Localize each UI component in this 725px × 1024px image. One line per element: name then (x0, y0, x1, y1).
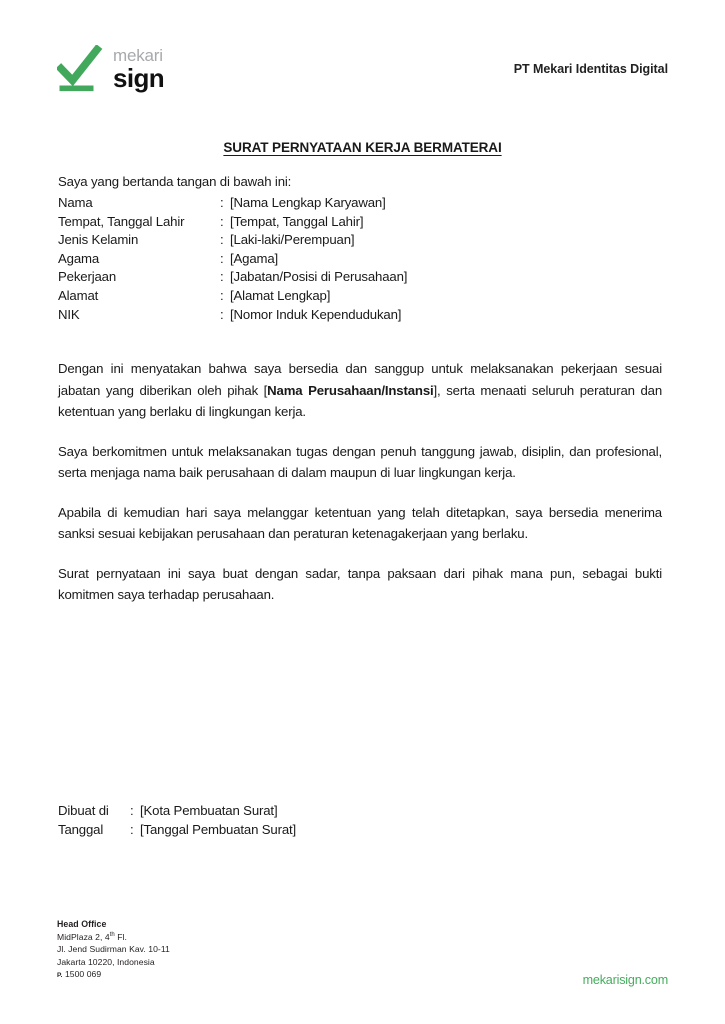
identity-label: Agama (58, 250, 100, 266)
place-date-label: Dibuat di (58, 803, 109, 818)
identity-label: Nama (58, 195, 93, 210)
identity-intro-line: Saya yang bertanda tangan di bawah ini: (58, 174, 292, 189)
green-check-underline-icon (57, 45, 103, 93)
body-paragraph-1-pre: Dengan ini menyatakan bahwa saya bersedia dan sanggup untuk melaksanakan pekerjaan sesuai jabatan yang diberikan oleh pihak [ (58, 361, 662, 398)
company-name: PT Mekari Identitas Digital (513, 62, 668, 76)
footer-office-title: Head Office (57, 919, 107, 929)
footer-floor-ordinal: th (109, 931, 115, 938)
identity-colon: : (220, 287, 224, 303)
place-date-label: Tanggal (58, 822, 104, 837)
logo-word-sign: sign (113, 63, 165, 93)
identity-label: Tempat, Tanggal Lahir (58, 213, 185, 229)
identity-value: [Nomor Induk Kependudukan] (230, 306, 402, 322)
table-row (58, 268, 407, 287)
footer-phone-line (57, 968, 170, 983)
identity-label: Jenis Kelamin (58, 232, 139, 248)
identity-label: Alamat (58, 287, 99, 303)
place-date-value: [Tanggal Pembuatan Surat] (140, 822, 297, 837)
identity-fields-table (58, 194, 407, 324)
identity-value: [Tempat, Tanggal Lahir] (230, 213, 364, 229)
place-date-table (58, 801, 296, 839)
identity-value: [Jabatan/Posisi di Perusahaan] (230, 269, 408, 285)
identity-label: NIK (58, 306, 80, 322)
identity-colon: : (220, 269, 224, 285)
table-row (58, 287, 407, 306)
company-placeholder-bold: Nama Perusahaan/Instansi (267, 382, 434, 398)
table-row (58, 801, 296, 820)
place-date-value: [Kota Pembuatan Surat] (140, 803, 278, 818)
place-date-colon: : (130, 803, 134, 818)
table-row (58, 213, 407, 232)
footer-address-line-1-pre: MidPlaza 2, 4 (57, 931, 110, 942)
document-footer (57, 918, 668, 990)
identity-colon: : (220, 213, 224, 229)
identity-colon: : (220, 195, 224, 210)
body-paragraph-4: Surat pernyataan ini saya buat dengan sadar, tanpa paksaan dari pihak mana pun, sebagai bukti komitmen saya terhadap perusahaan. (58, 565, 662, 602)
table-row (58, 306, 407, 325)
mekari-sign-logo (57, 45, 164, 93)
footer-phone-prefix: P. (57, 972, 63, 980)
document-body (58, 358, 662, 606)
document-title-text: SURAT PERNYATAAN KERJA BERMATERAI (223, 140, 502, 155)
identity-colon: : (220, 306, 224, 322)
footer-phone-number: 1500 069 (64, 969, 102, 980)
body-paragraph-1 (58, 358, 662, 423)
footer-address-line-1 (57, 931, 170, 944)
document-header (57, 38, 668, 100)
body-paragraph-3: Apabila di kemudian hari saya melanggar ketentuan yang telah ditetapkan, saya bersedia menerima sanksi sesuai kebijakan perusahaan dan peraturan ketenagakerjaan yang berlaku. (58, 504, 662, 541)
body-paragraph-1-post: ], serta menaati seluruh peraturan dan ketentuan yang berlaku di lingkungan kerja. (58, 382, 663, 419)
logo-word-mekari: mekari (113, 46, 163, 65)
table-row (58, 231, 407, 250)
footer-address-block (57, 918, 170, 983)
table-row (58, 250, 407, 269)
footer-address-line-2: Jl. Jend Sudirman Kav. 10-11 (57, 944, 170, 955)
logo-wordmark (113, 47, 164, 91)
identity-value: [Agama] (230, 250, 279, 266)
table-row (58, 820, 296, 839)
body-paragraph-2: Saya berkomitmen untuk melaksanakan tugas dengan penuh tanggung jawab, disiplin, dan profesional, serta menjaga nama baik perusahaan di dalam maupun di luar lingkungan kerja. (58, 443, 662, 480)
table-row (58, 194, 407, 213)
document-title (57, 140, 668, 155)
identity-value: [Alamat Lengkap] (230, 287, 331, 303)
identity-value: [Nama Lengkap Karyawan] (230, 195, 386, 210)
identity-value: [Laki-laki/Perempuan] (230, 232, 355, 248)
identity-colon: : (220, 250, 224, 266)
footer-website: mekarisign.com (582, 973, 668, 987)
footer-address-line-3: Jakarta 10220, Indonesia (57, 956, 155, 967)
place-date-colon: : (130, 822, 134, 837)
footer-address-line-1-post: Fl. (114, 931, 127, 942)
identity-colon: : (220, 232, 224, 248)
identity-label: Pekerjaan (58, 269, 117, 285)
